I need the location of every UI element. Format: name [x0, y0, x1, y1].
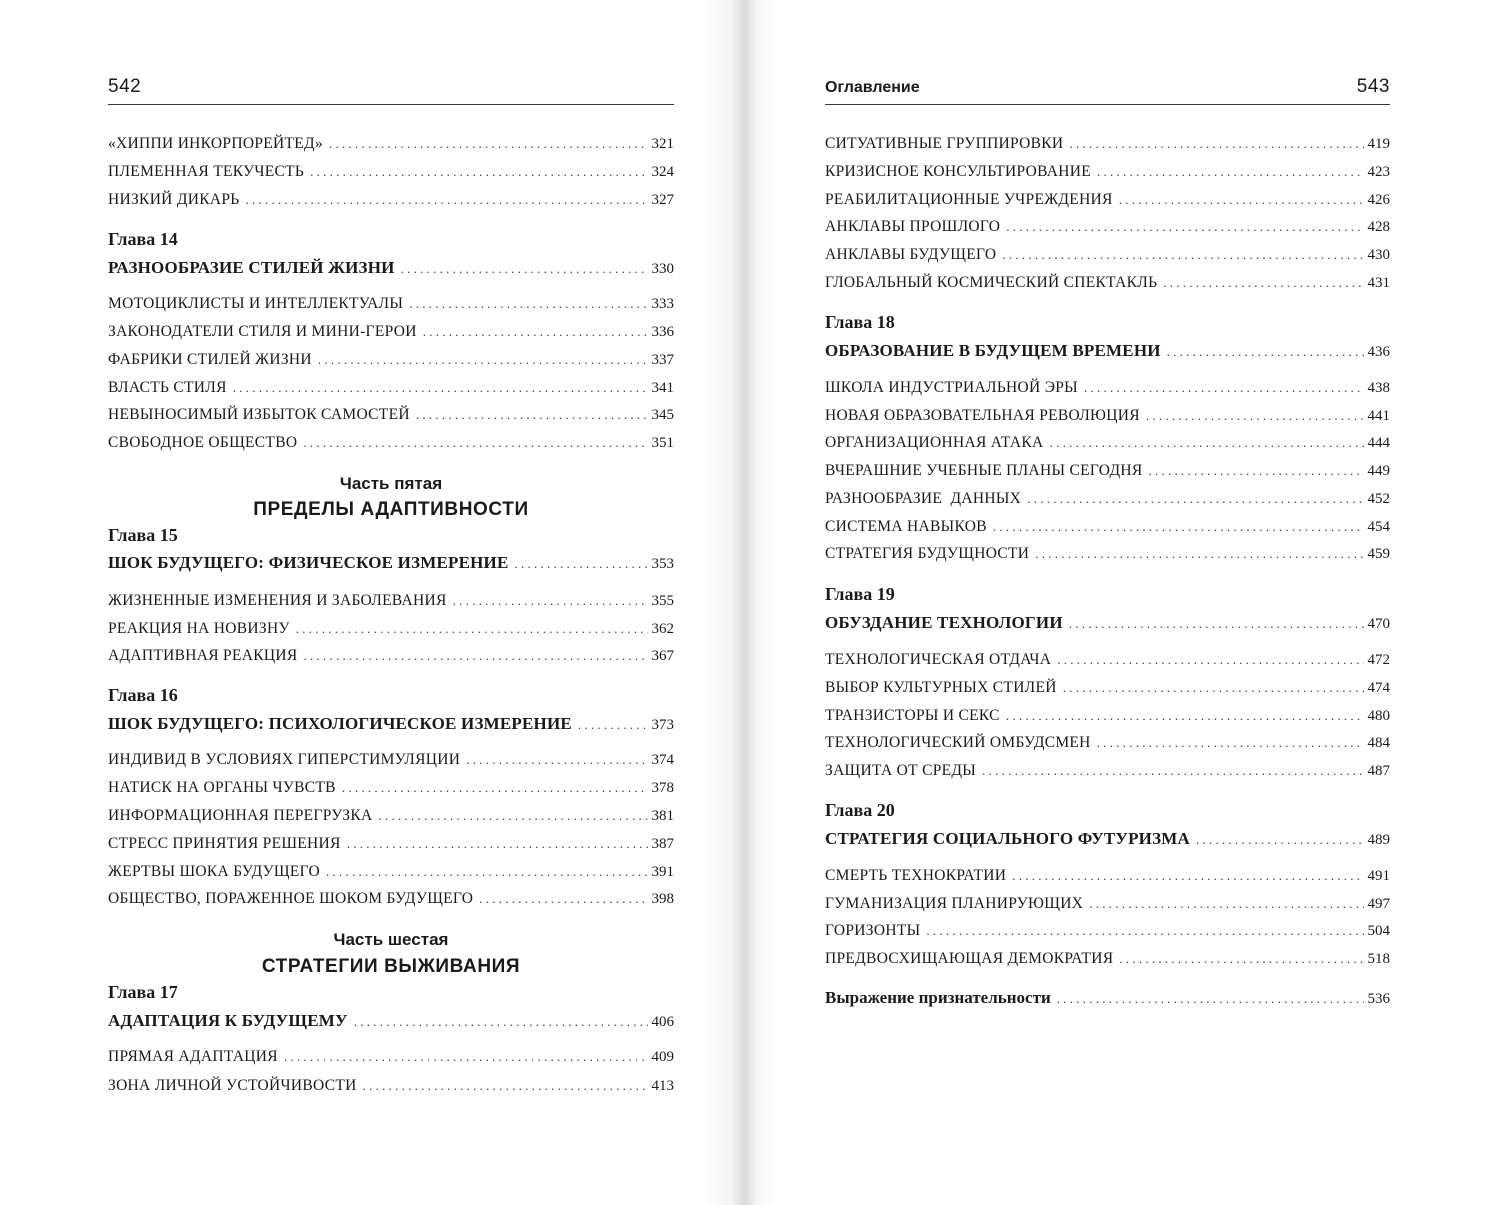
toc-entry[interactable]	[825, 733, 1390, 753]
dot-leader	[310, 162, 647, 182]
chapter-title-entry[interactable]	[825, 341, 1390, 361]
toc-entry[interactable]	[825, 706, 1390, 726]
toc-entry-page: 444	[1367, 435, 1390, 451]
toc-entry-page: 351	[651, 435, 674, 451]
toc-entry[interactable]	[825, 217, 1390, 237]
dot-leader	[1163, 273, 1363, 293]
toc-entry-title: ЖИЗНЕННЫЕ ИЗМЕНЕНИЯ И ЗАБОЛЕВАНИЯ	[108, 592, 447, 609]
part-label: Часть шестая	[333, 930, 449, 949]
toc-entry[interactable]	[108, 190, 674, 210]
chapter-title: АДАПТАЦИЯ К БУДУЩЕМУ	[108, 1011, 348, 1030]
dot-leader	[479, 889, 647, 909]
chapter-label: Глава 15	[108, 525, 178, 545]
dot-leader	[1012, 866, 1363, 886]
chapter-title: ШОК БУДУЩЕГО: ФИЗИЧЕСКОЕ ИЗМЕРЕНИЕ	[108, 553, 509, 572]
dot-leader	[304, 646, 648, 666]
toc-entry-page: 337	[651, 352, 674, 368]
chapter-title: ОБУЗДАНИЕ ТЕХНОЛОГИИ	[825, 613, 1063, 632]
part-label: Часть пятая	[339, 474, 443, 493]
toc-entry-title: ЖЕРТВЫ ШОКА БУДУЩЕГО	[108, 863, 320, 880]
toc-entry-page: 431	[1367, 275, 1390, 291]
toc-entry[interactable]	[825, 949, 1390, 969]
chapter-title: РАЗНООБРАЗИЕ СТИЛЕЙ ЖИЗНИ	[108, 258, 395, 277]
right-page-header	[825, 76, 1390, 105]
toc-entry[interactable]	[108, 778, 674, 798]
toc-entry-page: 362	[651, 621, 674, 637]
toc-entry-title: СМЕРТЬ ТЕХНОКРАТИИ	[825, 867, 1007, 884]
dot-leader	[982, 761, 1363, 781]
dot-leader	[245, 190, 647, 210]
toc-entry-page: 341	[651, 380, 674, 396]
toc-entry[interactable]	[108, 750, 674, 770]
chapter-label: Глава 16	[108, 685, 178, 705]
dot-leader	[1057, 650, 1363, 670]
toc-entry-page: 391	[651, 864, 674, 880]
dot-leader	[303, 433, 647, 453]
dot-leader	[466, 750, 647, 770]
dot-leader	[379, 806, 648, 826]
toc-entry-title: СИСТЕМА НАВЫКОВ	[825, 518, 987, 535]
left-page	[0, 0, 748, 1205]
toc-entry-page: 378	[651, 780, 674, 796]
toc-entry-page: 413	[651, 1078, 674, 1094]
dot-leader	[296, 619, 648, 639]
dot-leader	[342, 778, 648, 798]
toc-entry[interactable]	[108, 378, 674, 398]
chapter-title-entry[interactable]	[825, 613, 1390, 633]
toc-entry-title: НИЗКИЙ ДИКАРЬ	[108, 191, 240, 208]
running-title: Оглавление	[825, 79, 920, 96]
toc-entry[interactable]	[825, 461, 1390, 481]
acknowledgements-entry[interactable]	[825, 988, 1390, 1008]
toc-entry[interactable]	[108, 834, 674, 854]
toc-entry-page: 518	[1367, 951, 1390, 967]
toc-entry-title: НОВАЯ ОБРАЗОВАТЕЛЬНАЯ РЕВОЛЮЦИЯ	[825, 407, 1140, 424]
toc-entry-page: 436	[1367, 344, 1390, 360]
toc-entry-page: 330	[651, 261, 674, 277]
chapter-title: ШОК БУДУЩЕГО: ПСИХОЛОГИЧЕСКОЕ ИЗМЕРЕНИЕ	[108, 714, 572, 733]
dot-leader	[1089, 894, 1363, 914]
toc-entry[interactable]	[825, 406, 1390, 426]
toc-entry-title: ТЕХНОЛОГИЧЕСКАЯ ОТДАЧА	[825, 651, 1052, 668]
part-title: СТРАТЕГИИ ВЫЖИВАНИЯ	[261, 956, 521, 977]
toc-entry-page: 345	[651, 407, 674, 423]
toc-entry-page: 419	[1367, 136, 1390, 152]
dot-leader	[926, 921, 1363, 941]
toc-entry-title: ФАБРИКИ СТИЛЕЙ ЖИЗНИ	[108, 351, 312, 368]
toc-entry-title: СТРАТЕГИЯ БУДУЩНОСТИ	[825, 545, 1030, 562]
dot-leader	[284, 1047, 648, 1067]
chapter-label: Глава 18	[825, 312, 895, 332]
toc-entry-page: 454	[1367, 519, 1390, 535]
toc-entry-page: 504	[1367, 923, 1390, 939]
chapter-title-entry[interactable]	[108, 553, 674, 573]
toc-entry[interactable]	[825, 866, 1390, 886]
toc-entry-title: ПЛЕМЕННАЯ ТЕКУЧЕСТЬ	[108, 163, 305, 180]
dot-leader	[1006, 706, 1364, 726]
chapter-label: Глава 20	[825, 800, 895, 820]
chapter-label: Глава 19	[825, 584, 895, 604]
dot-leader	[1069, 134, 1363, 154]
dot-leader	[401, 259, 648, 278]
toc-entry[interactable]	[825, 650, 1390, 670]
toc-entry-title: ВЫБОР КУЛЬТУРНЫХ СТИЛЕЙ	[825, 679, 1057, 696]
toc-entry-page: 472	[1367, 652, 1390, 668]
dot-leader	[1027, 489, 1363, 509]
toc-entry[interactable]	[108, 889, 674, 909]
toc-entry-title: ГЛОБАЛЬНЫЙ КОСМИЧЕСКИЙ СПЕКТАКЛЬ	[825, 274, 1158, 291]
toc-entry-page: 333	[651, 296, 674, 312]
toc-entry-title: АНКЛАВЫ ПРОШЛОГО	[825, 218, 1001, 235]
chapter-title: СТРАТЕГИЯ СОЦИАЛЬНОГО ФУТУРИЗМА	[825, 829, 1190, 848]
toc-entry-page: 374	[651, 752, 674, 768]
toc-entry-title: ЗОНА ЛИЧНОЙ УСТОЙЧИВОСТИ	[108, 1077, 357, 1094]
dot-leader	[993, 517, 1364, 537]
toc-entry-page: 438	[1367, 380, 1390, 396]
dot-leader	[1035, 544, 1363, 564]
toc-entry-title: ГОРИЗОНТЫ	[825, 922, 921, 939]
toc-entry[interactable]	[108, 322, 674, 342]
dot-leader	[1057, 989, 1364, 1008]
toc-entry-page: 470	[1367, 616, 1390, 632]
toc-entry-title: АДАПТИВНАЯ РЕАКЦИЯ	[108, 647, 298, 664]
toc-entry-title: ГУМАНИЗАЦИЯ ПЛАНИРУЮЩИХ	[825, 895, 1084, 912]
toc-entry-page: 398	[651, 891, 674, 907]
chapter-title: ОБРАЗОВАНИЕ В БУДУЩЕМ ВРЕМЕНИ	[825, 341, 1161, 360]
toc-entry-title: ОБЩЕСТВО, ПОРАЖЕННОЕ ШОКОМ БУДУЩЕГО	[108, 890, 474, 907]
toc-entry-title: РАЗНООБРАЗИЕ ДАННЫХ	[825, 490, 1022, 507]
toc-entry[interactable]	[108, 1047, 674, 1067]
toc-entry[interactable]	[108, 1076, 674, 1096]
toc-entry-page: 426	[1367, 192, 1390, 208]
dot-leader	[363, 1076, 648, 1096]
dot-leader	[416, 405, 648, 425]
toc-entry[interactable]	[108, 646, 674, 666]
chapter-title-entry[interactable]	[108, 258, 674, 278]
toc-entry[interactable]	[825, 517, 1390, 537]
left-page-header	[108, 76, 674, 105]
toc-entry-page: 441	[1367, 408, 1390, 424]
toc-entry[interactable]	[825, 245, 1390, 265]
toc-entry[interactable]	[108, 619, 674, 639]
toc-entry-page: 327	[651, 192, 674, 208]
toc-entry-title: ПРЕДВОСХИЩАЮЩАЯ ДЕМОКРАТИЯ	[825, 950, 1114, 967]
dot-leader	[329, 134, 648, 154]
toc-entry-title: НЕВЫНОСИМЫЙ ИЗБЫТОК САМОСТЕЙ	[108, 406, 410, 423]
toc-entry[interactable]	[825, 921, 1390, 941]
toc-entry-title: ИНДИВИД В УСЛОВИЯХ ГИПЕРСТИМУЛЯЦИИ	[108, 751, 461, 768]
toc-entry[interactable]	[108, 294, 674, 314]
toc-entry-title: РЕАКЦИЯ НА НОВИЗНУ	[108, 620, 290, 637]
dot-leader	[347, 834, 648, 854]
toc-entry[interactable]	[825, 544, 1390, 564]
toc-entry-page: 381	[651, 808, 674, 824]
toc-entry[interactable]	[108, 350, 674, 370]
toc-entry-page: 497	[1367, 896, 1390, 912]
toc-entry-title: ВЛАСТЬ СТИЛЯ	[108, 379, 227, 396]
toc-entry-page: 536	[1367, 991, 1390, 1007]
toc-entry[interactable]	[108, 591, 674, 611]
toc-entry-title: ЗАЩИТА ОТ СРЕДЫ	[825, 762, 977, 779]
toc-entry-page: 480	[1367, 708, 1390, 724]
toc-entry-title: ИНФОРМАЦИОННАЯ ПЕРЕГРУЗКА	[108, 807, 373, 824]
dot-leader	[1148, 461, 1363, 481]
toc-entry-title: АНКЛАВЫ БУДУЩЕГО	[825, 246, 997, 263]
dot-leader	[423, 322, 648, 342]
dot-leader	[1167, 342, 1364, 361]
toc-entry[interactable]	[825, 433, 1390, 453]
dot-leader	[1146, 406, 1364, 426]
toc-entry-page: 406	[651, 1014, 674, 1030]
toc-entry-title: ТРАНЗИСТОРЫ И СЕКС	[825, 707, 1000, 724]
acknowledgements-title: Выражение признательности	[825, 988, 1051, 1007]
chapter-label: Глава 14	[108, 229, 178, 249]
right-page	[748, 0, 1500, 1205]
toc-entry[interactable]	[825, 378, 1390, 398]
dot-leader	[318, 350, 648, 370]
toc-entry-title: НАТИСК НА ОРГАНЫ ЧУВСТВ	[108, 779, 336, 796]
dot-leader	[354, 1012, 648, 1031]
toc-entry-title: «ХИППИ ИНКОРПОРЕЙТЕД»	[108, 135, 323, 152]
toc-entry-title: СИТУАТИВНЫЕ ГРУППИРОВКИ	[825, 135, 1064, 152]
toc-entry-title: КРИЗИСНОЕ КОНСУЛЬТИРОВАНИЕ	[825, 163, 1092, 180]
dot-leader	[1084, 378, 1364, 398]
toc-entry-page: 430	[1367, 247, 1390, 263]
toc-entry-page: 491	[1367, 868, 1390, 884]
toc-entry-page: 489	[1367, 832, 1390, 848]
toc-entry[interactable]	[108, 806, 674, 826]
toc-entry-page: 487	[1367, 763, 1390, 779]
toc-entry-page: 367	[651, 648, 674, 664]
dot-leader	[326, 862, 648, 882]
dot-leader	[1002, 245, 1363, 265]
toc-entry-title: СТРЕСС ПРИНЯТИЯ РЕШЕНИЯ	[108, 835, 341, 852]
toc-entry-page: 409	[651, 1049, 674, 1065]
dot-leader	[1069, 614, 1364, 633]
dot-leader	[1119, 949, 1363, 969]
toc-entry[interactable]	[108, 862, 674, 882]
dot-leader	[1050, 433, 1364, 453]
toc-entry-page: 474	[1367, 680, 1390, 696]
dot-leader	[515, 554, 648, 573]
toc-entry[interactable]	[825, 761, 1390, 781]
toc-entry-title: ОРГАНИЗАЦИОННАЯ АТАКА	[825, 434, 1044, 451]
toc-entry-page: 387	[651, 836, 674, 852]
toc-entry[interactable]	[108, 162, 674, 182]
chapter-title-entry[interactable]	[108, 1011, 674, 1031]
toc-entry-page: 355	[651, 593, 674, 609]
dot-leader	[409, 294, 647, 314]
toc-entry-title: РЕАБИЛИТАЦИОННЫЕ УЧРЕЖДЕНИЯ	[825, 191, 1113, 208]
dot-leader	[1006, 217, 1363, 237]
toc-entry[interactable]	[825, 134, 1390, 154]
toc-entry-page: 353	[651, 556, 674, 572]
chapter-title-entry[interactable]	[108, 714, 674, 734]
page-number-left: 542	[108, 76, 142, 97]
part-title: ПРЕДЕЛЫ АДАПТИВНОСТИ	[253, 499, 529, 520]
toc-entry-page: 423	[1367, 164, 1390, 180]
dot-leader	[1063, 678, 1364, 698]
toc-entry-page: 449	[1367, 463, 1390, 479]
page-number-right: 543	[1356, 76, 1390, 97]
toc-entry-page: 428	[1367, 219, 1390, 235]
toc-entry-title: ТЕХНОЛОГИЧЕСКИЙ ОМБУДСМЕН	[825, 734, 1091, 751]
toc-entry[interactable]	[825, 162, 1390, 182]
toc-entry-page: 459	[1367, 546, 1390, 562]
chapter-label: Глава 17	[108, 982, 178, 1002]
toc-entry[interactable]	[108, 433, 674, 453]
toc-entry[interactable]	[825, 678, 1390, 698]
toc-entry[interactable]	[825, 273, 1390, 293]
dot-leader	[1097, 733, 1364, 753]
dot-leader	[1097, 162, 1363, 182]
toc-entry-title: ВЧЕРАШНИЕ УЧЕБНЫЕ ПЛАНЫ СЕГОДНЯ	[825, 462, 1143, 479]
toc-entry-title: ЗАКОНОДАТЕЛИ СТИЛЯ И МИНИ-ГЕРОИ	[108, 323, 417, 340]
dot-leader	[578, 715, 648, 734]
toc-entry[interactable]	[108, 405, 674, 425]
toc-entry-page: 452	[1367, 491, 1390, 507]
dot-leader	[233, 378, 648, 398]
toc-entry[interactable]	[825, 489, 1390, 509]
toc-entry-title: МОТОЦИКЛИСТЫ И ИНТЕЛЛЕКТУАЛЫ	[108, 295, 404, 312]
toc-entry-title: ПРЯМАЯ АДАПТАЦИЯ	[108, 1048, 278, 1065]
chapter-title-entry[interactable]	[825, 829, 1390, 849]
toc-entry[interactable]	[825, 894, 1390, 914]
toc-entry-page: 484	[1367, 735, 1390, 751]
toc-entry[interactable]	[825, 190, 1390, 210]
toc-entry-page: 321	[651, 136, 674, 152]
toc-entry-title: СВОБОДНОЕ ОБЩЕСТВО	[108, 434, 298, 451]
toc-entry-page: 336	[651, 324, 674, 340]
toc-entry-title: ШКОЛА ИНДУСТРИАЛЬНОЙ ЭРЫ	[825, 379, 1078, 396]
dot-leader	[1196, 830, 1364, 849]
toc-entry[interactable]	[108, 134, 674, 154]
dot-leader	[1119, 190, 1364, 210]
dot-leader	[453, 591, 648, 611]
toc-entry-page: 373	[651, 717, 674, 733]
toc-entry-page: 324	[651, 164, 674, 180]
